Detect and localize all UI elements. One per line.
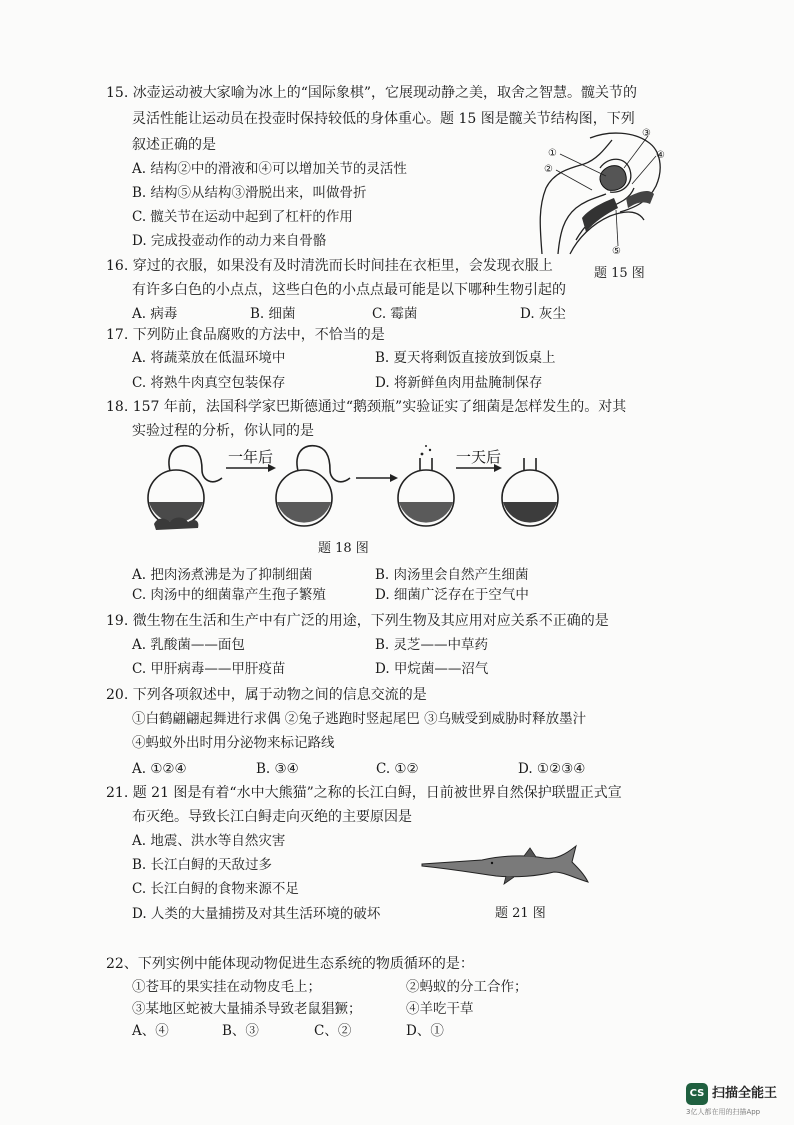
- q22-option-d: D、①: [406, 1023, 444, 1039]
- q20-stem: 20. 下列各项叙述中，属于动物之间的信息交流的是: [106, 687, 427, 703]
- q21-option-c: C. 长江白鲟的食物来源不足: [132, 881, 299, 897]
- hip-joint-figure: [530, 128, 670, 256]
- q18-arrow-label-2: 一天后: [456, 448, 502, 466]
- q15-label-4: ④: [656, 150, 665, 161]
- swan-neck-flask-figure: [140, 440, 560, 532]
- q18-option-b: B. 肉汤里会自然产生细菌: [375, 567, 529, 583]
- q16-stem-line2: 有许多白色的小点点，这些白色的小点点最可能是以下哪种生物引起的: [132, 282, 566, 298]
- q20-option-d: D. ①②③④: [518, 761, 586, 777]
- q20-option-b: B. ③④: [256, 761, 299, 777]
- q16-stem-line1: 16. 穿过的衣服，如果没有及时清洗而长时间挂在衣柜里，会发现衣服上: [106, 258, 553, 274]
- paddlefish-figure: [420, 842, 590, 890]
- q17-option-d: D. 将新鲜鱼肉用盐腌制保存: [375, 375, 543, 391]
- q21-option-b: B. 长江白鲟的天敌过多: [132, 857, 273, 873]
- q17-option-a: A. 将蔬菜放在低温环境中: [132, 350, 286, 366]
- camscanner-logo-icon: CS: [686, 1083, 708, 1105]
- q22-item-3: ③某地区蛇被大量捕杀导致老鼠猖獗；: [132, 1001, 362, 1017]
- q15-stem-line3: 叙述正确的是: [132, 137, 216, 153]
- q21-figure-caption: 题 21 图: [495, 906, 546, 921]
- q18-option-a: A. 把肉汤煮沸是为了抑制细菌: [132, 567, 313, 583]
- q22-option-b: B、③: [222, 1023, 259, 1039]
- q22-item-4: ④羊吃干草: [406, 1001, 474, 1017]
- q15-label-3: ③: [642, 128, 651, 139]
- q15-option-d: D. 完成投壶动作的动力来自骨骼: [132, 233, 327, 249]
- q16-option-b: B. 细菌: [250, 306, 296, 322]
- q19-option-b: B. 灵芝——中草药: [375, 637, 489, 653]
- q22-item-1: ①苍耳的果实挂在动物皮毛上；: [132, 979, 321, 995]
- q16-option-d: D. 灰尘: [520, 306, 566, 322]
- q22-stem: 22、下列实例中能体现动物促进生态系统的物质循环的是：: [106, 956, 474, 972]
- q21-option-a: A. 地震、洪水等自然灾害: [132, 833, 286, 849]
- q16-option-c: C. 霉菌: [372, 306, 418, 322]
- watermark-tagline: 3亿人都在用的扫描App: [686, 1108, 761, 1116]
- q21-stem-line2: 布灭绝。导致长江白鲟走向灭绝的主要原因是: [132, 809, 412, 825]
- watermark-app-name: 扫描全能王: [712, 1086, 778, 1101]
- q20-items-line2: ④蚂蚁外出时用分泌物来标记路线: [132, 735, 335, 751]
- q15-option-c: C. 髋关节在运动中起到了杠杆的作用: [132, 209, 353, 225]
- q19-option-a: A. 乳酸菌——面包: [132, 637, 245, 653]
- q16-option-a: A. 病毒: [132, 306, 178, 322]
- q15-label-1: ①: [548, 148, 557, 159]
- q18-option-c: C. 肉汤中的细菌靠产生孢子繁殖: [132, 587, 326, 603]
- q18-stem-line1: 18. 157 年前，法国科学家巴斯德通过“鹅颈瓶”实验证实了细菌是怎样发生的。对其: [106, 399, 627, 415]
- q19-stem: 19. 微生物在生活和生产中有广泛的用途，下列生物及其应用对应关系不正确的是: [106, 613, 609, 629]
- q20-items-line1: ①白鹤翩翩起舞进行求偶 ②兔子逃跑时竖起尾巴 ③乌贼受到威胁时释放墨汁: [132, 711, 587, 727]
- q20-option-a: A. ①②④: [132, 761, 187, 777]
- q15-stem-line1: 15. 冰壶运动被大家喻为冰上的“国际象棋”，它展现动静之美，取舍之智慧。髋关节的: [106, 85, 638, 101]
- q15-label-2: ②: [544, 164, 553, 175]
- q15-label-5: ⑤: [612, 246, 621, 256]
- q17-option-b: B. 夏天将剩饭直接放到饭桌上: [375, 350, 556, 366]
- q18-option-d: D. 细菌广泛存在于空气中: [375, 587, 529, 603]
- q19-option-d: D. 甲烷菌——沼气: [375, 661, 489, 677]
- q19-option-c: C. 甲肝病毒——甲肝疫苗: [132, 661, 286, 677]
- q21-option-d: D. 人类的大量捕捞及对其生活环境的破坏: [132, 906, 381, 922]
- q15-stem-line2: 灵活性能让运动员在投壶时保持较低的身体重心。题 15 图是髋关节结构图，下列: [132, 111, 635, 127]
- q18-arrow-label-1: 一年后: [228, 448, 274, 466]
- q15-option-b: B. 结构⑤从结构③滑脱出来，叫做骨折: [132, 185, 367, 201]
- q22-option-a: A、④: [132, 1023, 169, 1039]
- q18-figure-caption: 题 18 图: [318, 541, 369, 556]
- q20-option-c: C. ①②: [376, 761, 419, 777]
- q21-stem-line1: 21. 题 21 图是有着“水中大熊猫”之称的长江白鲟，日前被世界自然保护联盟正式宣: [106, 785, 622, 801]
- q17-option-c: C. 将熟牛肉真空包装保存: [132, 375, 286, 391]
- q22-option-c: C、②: [314, 1023, 352, 1039]
- q18-stem-line2: 实验过程的分析，你认同的是: [132, 423, 314, 439]
- q15-option-a: A. 结构②中的滑液和④可以增加关节的灵活性: [132, 161, 407, 177]
- q15-figure-caption: 题 15 图: [594, 266, 645, 281]
- q22-item-2: ②蚂蚁的分工合作；: [406, 979, 528, 995]
- q17-stem: 17. 下列防止食品腐败的方法中，不恰当的是: [106, 327, 385, 343]
